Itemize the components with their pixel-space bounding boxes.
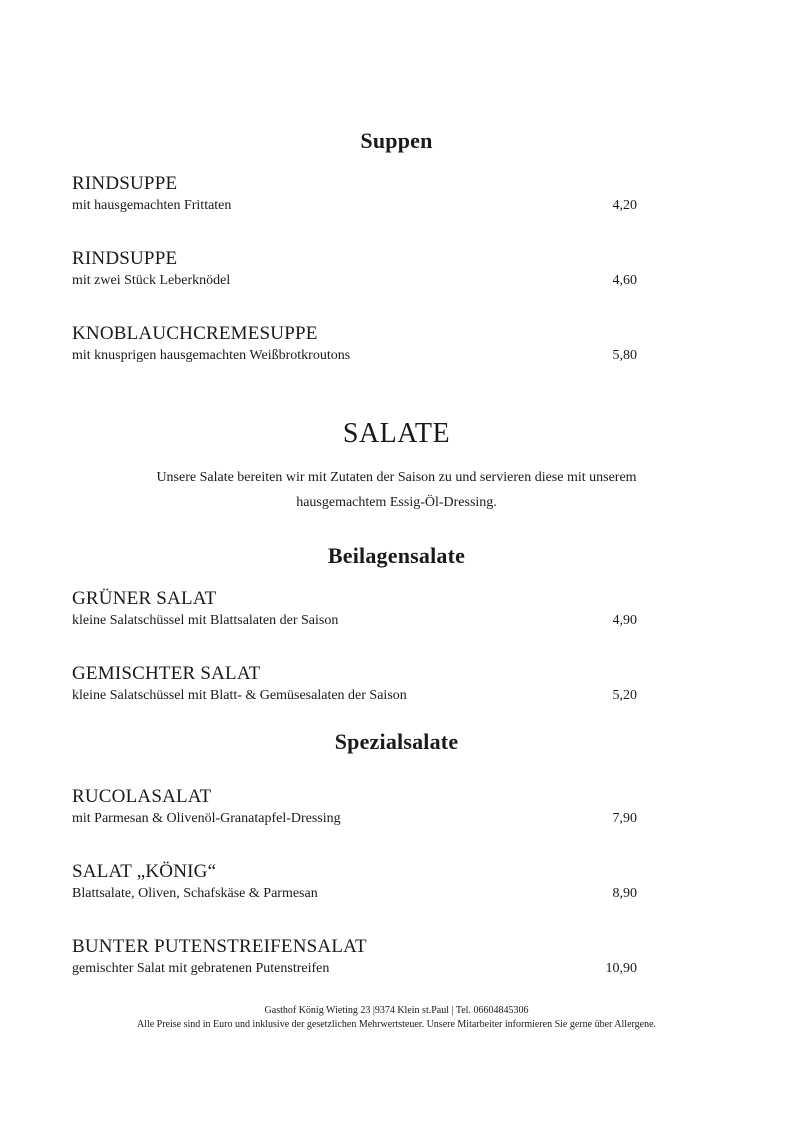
menu-item <box>72 172 637 216</box>
item-price: 8,90 <box>612 886 637 901</box>
item-name: KNOBLAUCHCREMESUPPE <box>72 323 318 344</box>
item-description: Blattsalate, Oliven, Schafskäse & Parmesan <box>72 886 318 901</box>
menu-item <box>72 662 637 706</box>
item-name: RINDSUPPE <box>72 173 178 194</box>
menu-item <box>72 860 637 904</box>
item-price: 5,80 <box>612 348 637 363</box>
intro-line-2: hausgemachtem Essig-Öl-Dressing. <box>296 495 497 510</box>
item-price: 10,90 <box>605 961 637 976</box>
item-price: 4,20 <box>612 198 637 213</box>
item-description: mit hausgemachten Frittaten <box>72 198 232 213</box>
item-name: RINDSUPPE <box>72 248 178 269</box>
item-description: mit knusprigen hausgemachten Weißbrotkroutons <box>72 348 351 363</box>
item-price: 5,20 <box>612 688 637 703</box>
menu-item <box>72 247 637 291</box>
item-price: 4,60 <box>612 273 637 288</box>
item-price: 7,90 <box>612 811 637 826</box>
footer <box>0 1004 793 1032</box>
menu-item <box>72 322 637 366</box>
menu-item <box>72 785 637 829</box>
item-description: gemischter Salat mit gebratenen Putenstreifen <box>72 961 330 976</box>
item-name: GEMISCHTER SALAT <box>72 663 261 684</box>
section-heading-suppen: Suppen <box>360 128 433 153</box>
item-name: RUCOLASALAT <box>72 786 212 807</box>
item-description: mit zwei Stück Leberknödel <box>72 273 231 288</box>
item-description: kleine Salatschüssel mit Blatt- & Gemüsesalaten der Saison <box>72 688 407 703</box>
salate-intro <box>90 465 703 515</box>
item-description: kleine Salatschüssel mit Blattsalaten der Saison <box>72 613 339 628</box>
item-name: BUNTER PUTENSTREIFENSALAT <box>72 936 367 957</box>
item-name: SALAT „KÖNIG“ <box>72 861 217 882</box>
item-price: 4,90 <box>612 613 637 628</box>
item-description: mit Parmesan & Olivenöl-Granatapfel-Dressing <box>72 811 341 826</box>
section-heading-salate: SALATE <box>342 418 451 449</box>
section-heading-spezialsalate: Spezialsalate <box>334 729 459 754</box>
item-name: GRÜNER SALAT <box>72 588 217 609</box>
section-heading-beilagensalate: Beilagensalate <box>327 543 466 568</box>
intro-line-1: Unsere Salate bereiten wir mit Zutaten der Saison zu und servieren diese mit unserem <box>156 470 637 485</box>
menu-item <box>72 935 637 979</box>
menu-item <box>72 587 637 631</box>
footer-address: Gasthof König Wieting 23 |9374 Klein st.Paul | Tel. 06604845306 <box>264 1005 529 1016</box>
footer-legal-note: Alle Preise sind in Euro und inklusive der gesetzlichen Mehrwertsteuer. Unsere Mitarbeiter informieren Sie gerne über Allergene. <box>136 1019 657 1030</box>
